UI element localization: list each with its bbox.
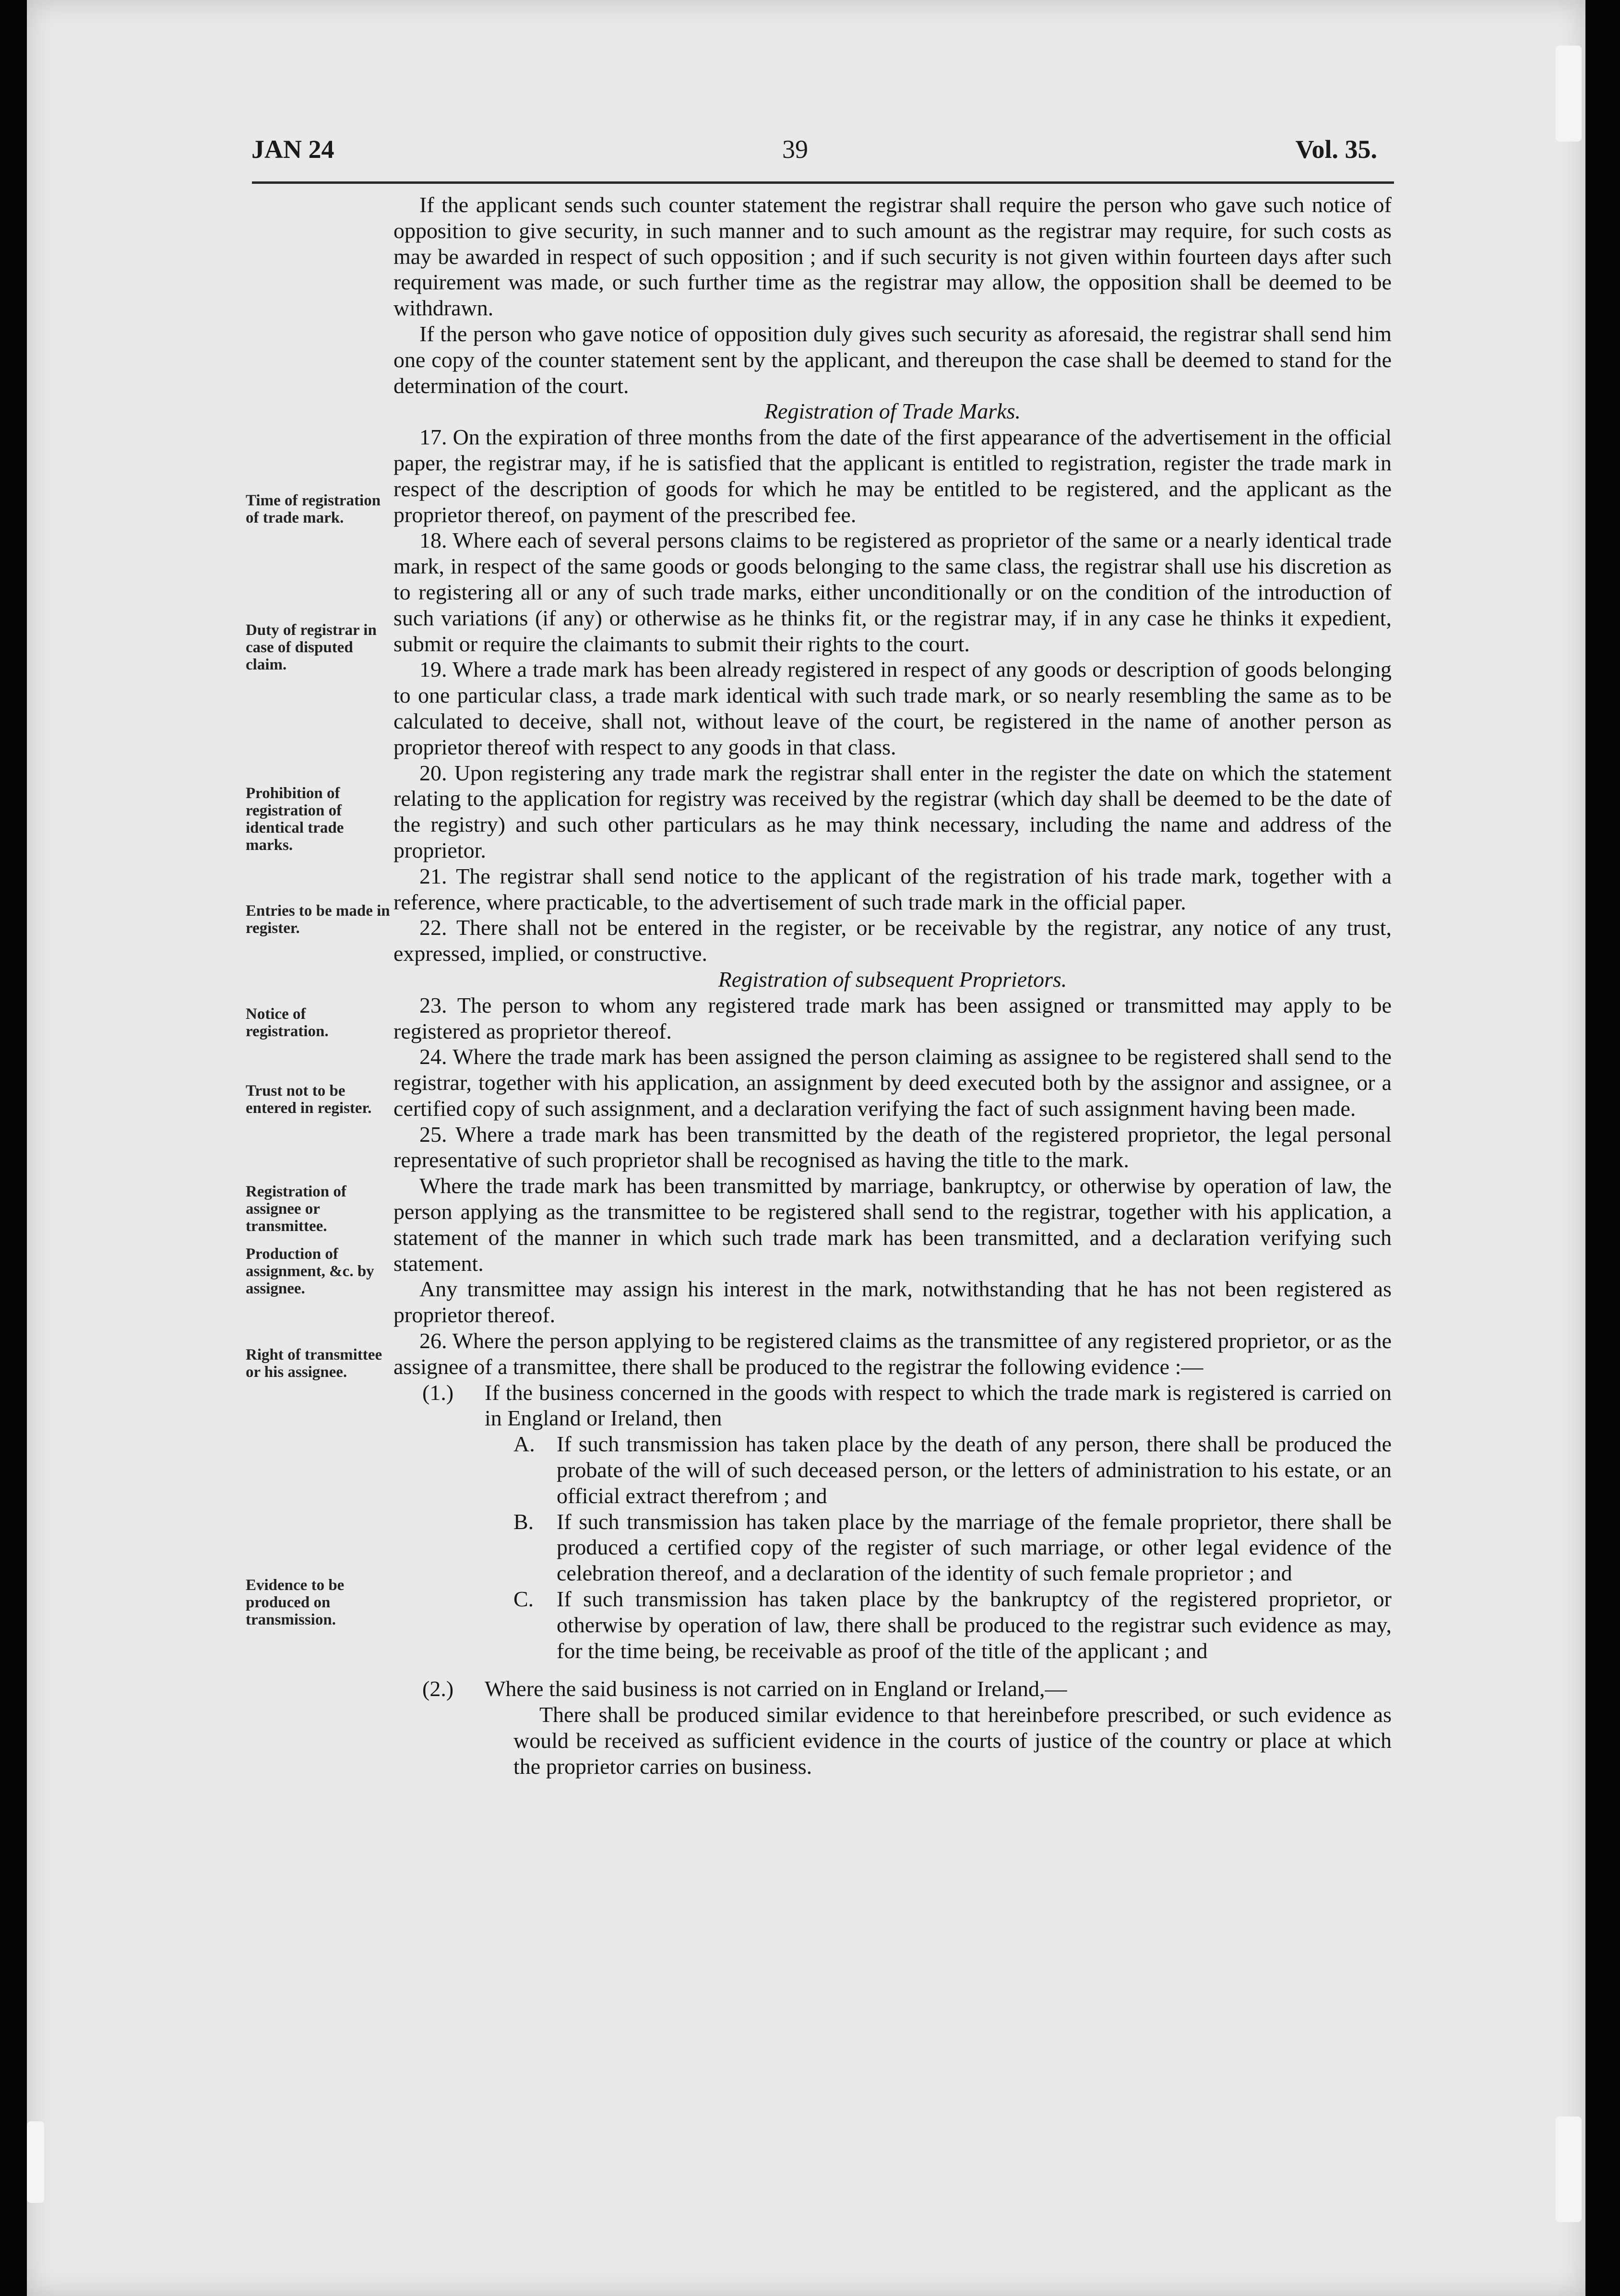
subclause-b <box>393 1509 1392 1586</box>
margin-note: Production of assignment, &c. by assignee. <box>246 1245 374 1297</box>
subclause-text: If such transmission has taken place by the bankruptcy of the registered proprietor, or otherwise by operation of law, there shall be produced to the registrar such evidence as may, for the time being, be receivable as proof of the title of the applicant ; and <box>557 1587 1392 1663</box>
clause-2-text: There shall be produced similar evidence to that hereinbefore prescribed, or such evidence as would be received as sufficient evidence in the courts of justice of the country or place at which the proprietor carries on business. <box>513 1702 1392 1779</box>
header-date: JAN 24 <box>251 135 334 164</box>
section-24: 24. Where the trade mark has been assigned the person claiming as assignee to be registered shall send to the registrar, together with his application, an assignment by deed executed both by the assignor and assignee, or a certified copy of such assignment, and a declaration verifying the fact of such assignment having been made. <box>393 1044 1392 1121</box>
margin-note: Right of transmittee or his assignee. <box>246 1346 382 1381</box>
clause-1 <box>393 1380 1392 1432</box>
section-23: 23. The person to whom any registered trade mark has been assigned or transmitted may apply to be registered as proprietor thereof. <box>393 993 1392 1043</box>
header-rule <box>252 181 1394 184</box>
subclause-text: If such transmission has taken place by the death of any person, there shall be produced the probate of the will of such deceased person, or the letters of administration to his estate, or an official extract therefrom ; and <box>557 1432 1392 1508</box>
subclause-text: If such transmission has taken place by the marriage of the female proprietor, there shall be produced a certified copy of the register of such marriage, or other legal evidence of the celebration thereof, and a declaration of the identity of such female proprietor ; and <box>557 1509 1392 1586</box>
subclause-label: B. <box>513 1509 534 1534</box>
subclause-label: C. <box>513 1587 534 1612</box>
margin-note: Trust not to be entered in register. <box>246 1082 372 1117</box>
subclause-label: A. <box>513 1432 535 1457</box>
section-19: 19. Where a trade mark has been already registered in respect of any goods or description of goods belonging to one particular class, a trade mark identical with such trade mark, or so nearly resembling the same as to be calculated to deceive, shall not, without leave of the court, be registered in the name of another person as proprietor thereof with respect to any goods in that class. <box>393 657 1392 759</box>
margin-note: Registration of assignee or transmittee. <box>246 1183 346 1235</box>
paragraph: If the person who gave notice of opposition duly gives such security as aforesaid, the registrar shall send him one copy of the counter statement sent by the applicant, and thereupon the case shall be deemed to stand for the determination of the court. <box>393 321 1392 398</box>
margin-note: Duty of registrar in case of disputed claim. <box>246 622 377 673</box>
section-25: 25. Where a trade mark has been transmitted by the death of the registered proprietor, the legal personal representative of such proprietor shall be recognised as having the title to the mark. <box>393 1122 1392 1172</box>
subclause-c <box>393 1586 1392 1663</box>
margin-note: Time of registration of trade mark. <box>246 492 381 526</box>
section-22: 22. There shall not be entered in the register, or be receivable by the registrar, any notice of any trust, expressed, implied, or constructive. <box>393 915 1392 966</box>
page-edge-tab <box>1556 2117 1582 2222</box>
page-edge-tab <box>1556 46 1582 142</box>
paragraph: Any transmittee may assign his interest in the mark, notwithstanding that he has not been registered as proprietor thereof. <box>393 1277 1392 1327</box>
margin-note: Notice of registration. <box>246 1005 329 1040</box>
volume-label: Vol. 35. <box>1295 135 1377 164</box>
section-heading: Registration of subsequent Proprietors. <box>718 967 1067 992</box>
clause-label: (1.) <box>422 1380 454 1405</box>
document-body <box>393 192 1392 1780</box>
section-21: 21. The registrar shall send notice to the applicant of the registration of his trade mark, together with a reference, where practicable, to the advertisement of such trade mark in the official paper. <box>393 863 1392 914</box>
page-number: 39 <box>782 135 808 164</box>
subclause-a <box>393 1431 1392 1508</box>
page-header <box>226 134 1387 168</box>
clause-label: (2.) <box>422 1676 454 1701</box>
margin-note: Entries to be made in register. <box>246 902 390 937</box>
margin-note: Evidence to be produced on transmission. <box>246 1577 345 1628</box>
spacer <box>393 1663 1392 1676</box>
paragraph: If the applicant sends such counter statement the registrar shall require the person who gave such notice of opposition to give security, in such manner and to such amount as the registrar may require, for such costs as may be awarded in respect of such opposition ; and if such security is not given within fourteen days after such requirement was made, or such further time as the registrar may allow, the opposition shall be deemed to be withdrawn. <box>393 192 1392 321</box>
section-17: 17. On the expiration of three months from the date of the first appearance of the advertisement in the official paper, the registrar may, if he is satisfied that the applicant is entitled to registration, register the trade mark in respect of the description of goods for which he may be entitled to be registered, and the applicant as the proprietor thereof, on payment of the prescribed fee. <box>393 425 1392 527</box>
section-26: 26. Where the person applying to be registered claims as the transmittee of any registered proprietor, or as the assignee of a transmittee, there shall be produced to the registrar the following evidence :— <box>393 1328 1392 1379</box>
clause-text: Where the said business is not carried on in England or Ireland,— <box>485 1676 1067 1701</box>
margin-note: Prohibition of registration of identical trade marks. <box>246 785 344 854</box>
page-edge-tab <box>27 2121 44 2203</box>
section-heading: Registration of Trade Marks. <box>764 399 1021 424</box>
section-18: 18. Where each of several persons claims to be registered as proprietor of the same or a nearly identical trade mark, in respect of the same goods or goods belonging to the same class, the registrar shall use his discretion as to registering all or any of such trade marks, either unconditionally or on the condition of the introduction of such variations (if any) or otherwise as he thinks fit, or the registrar may, if in any case he thinks it expedient, submit or require the claimants to submit their rights to the court. <box>393 528 1392 656</box>
paragraph: Where the trade mark has been transmitted by marriage, bankruptcy, or otherwise by operation of law, the person applying as the transmittee to be registered shall send to the registrar, together with his application, a statement of the manner in which such trade mark has been transmitted, and a declaration verifying such statement. <box>393 1173 1392 1276</box>
section-20: 20. Upon registering any trade mark the registrar shall enter in the register the date on which the statement relating to the application for registry was received by the registrar (which day shall be deemed to be the date of the registry) and such other particulars as he may think necessary, including the name and address of the proprietor. <box>393 760 1392 862</box>
clause-text: If the business concerned in the goods with respect to which the trade mark is registered is carried on in England or Ireland, then <box>485 1380 1392 1431</box>
clause-2 <box>393 1676 1392 1702</box>
